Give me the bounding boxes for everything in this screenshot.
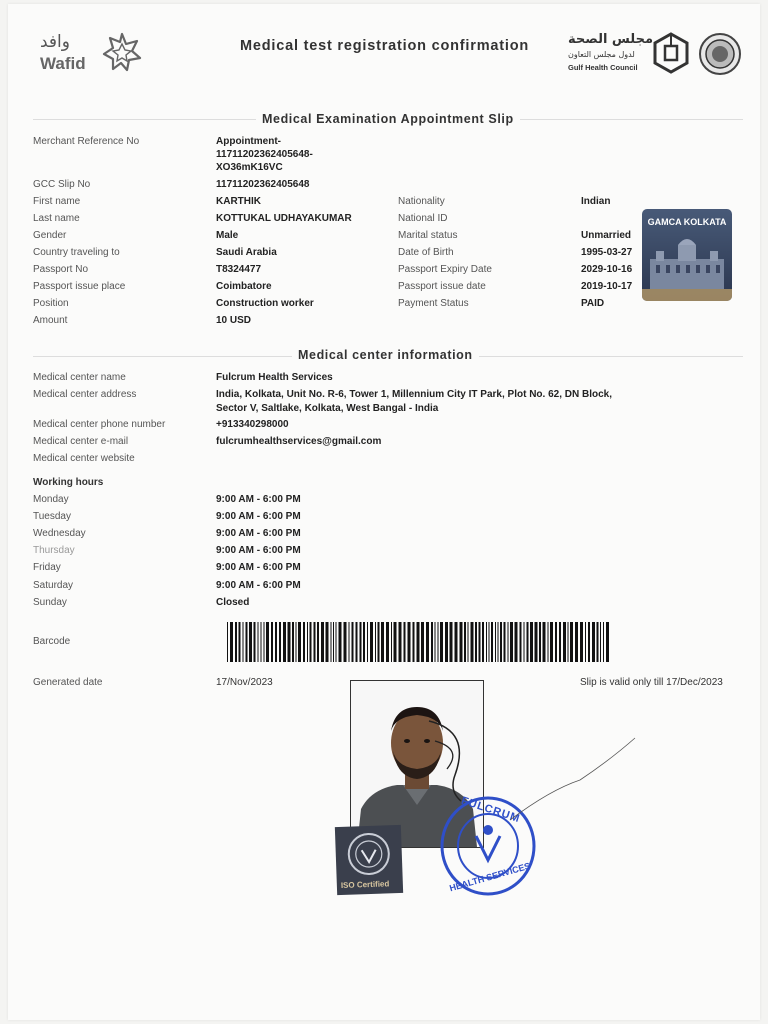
barcode-bar [261, 622, 262, 662]
hours-day-wednesday: Wednesday [33, 528, 86, 539]
barcode-bar [349, 622, 350, 662]
barcode-bar [249, 622, 252, 662]
building-icon [642, 231, 732, 301]
barcode-bar [254, 622, 256, 662]
barcode-bar [489, 622, 490, 662]
payment-status-label: Payment Status [398, 298, 469, 309]
barcode-bar [482, 622, 484, 662]
barcode-bar [570, 622, 573, 662]
generated-date-label: Generated date [33, 677, 103, 688]
passport-no-label: Passport No [33, 264, 89, 275]
barcode-bar [321, 622, 324, 662]
barcode-bar [352, 622, 354, 662]
hours-time-sunday: Closed [216, 597, 250, 608]
medical-center-section-title: Medical center information [292, 348, 479, 362]
hours-day-friday: Friday [33, 562, 61, 573]
barcode-bar [303, 622, 305, 662]
barcode-bar [580, 622, 583, 662]
center-name-value: Fulcrum Health Services [216, 372, 333, 383]
passport-expiry-value: 2029-10-16 [581, 264, 633, 275]
wafid-star-icon [102, 32, 142, 72]
working-hours-label: Working hours [33, 477, 104, 488]
amount-label: Amount [33, 315, 68, 326]
national-id-label: National ID [398, 213, 448, 224]
barcode-bar [344, 622, 347, 662]
signature-stroke [470, 720, 670, 840]
hours-day-thursday: Thursday [33, 545, 75, 556]
barcode-bar [246, 622, 248, 662]
first-name-value: KARTHIK [216, 196, 261, 207]
passport-place-value: Coimbatore [216, 281, 272, 292]
barcode-bar [394, 622, 397, 662]
center-email-value: fulcrumhealthservices@gmail.com [216, 436, 382, 447]
position-label: Position [33, 298, 69, 309]
barcode-bar [413, 622, 415, 662]
center-address-line-2: Sector V, Saltlake, Kolkata, West Bangal - India [216, 403, 439, 414]
gcc-slip-label: GCC Slip No [33, 179, 91, 190]
barcode-bar [317, 622, 319, 662]
gcc-emblem-icon [698, 32, 742, 76]
wafid-latin-text: Wafid [40, 54, 86, 73]
nationality-label: Nationality [398, 196, 445, 207]
iso-certified-text: ISO Certified [340, 879, 390, 890]
barcode-bar [326, 622, 329, 662]
dob-label: Date of Birth [398, 247, 454, 258]
barcode-bar [310, 622, 312, 662]
last-name-label: Last name [33, 213, 80, 224]
barcode-bar [283, 622, 286, 662]
barcode-bar [479, 622, 481, 662]
barcode-bar [603, 622, 604, 662]
barcode-bar [258, 622, 259, 662]
barcode-bar [266, 622, 269, 662]
gamca-badge-title: GAMCA KOLKATA [647, 217, 727, 227]
hours-time-saturday: 9:00 AM - 6:00 PM [216, 580, 301, 591]
barcode-bar [360, 622, 362, 662]
gulf-health-council-logo [564, 30, 744, 80]
gender-label: Gender [33, 230, 67, 241]
country-value: Saudi Arabia [216, 247, 277, 258]
barcode [227, 622, 609, 662]
center-phone-label: Medical center phone number [33, 419, 166, 430]
barcode-bar [279, 622, 281, 662]
barcode-bar [307, 622, 308, 662]
passport-no-value: T8324477 [216, 264, 262, 275]
barcode-bar [504, 622, 506, 662]
barcode-bar [363, 622, 365, 662]
marital-status-value: Unmarried [581, 230, 632, 241]
wafid-logo [30, 30, 145, 78]
hours-time-wednesday: 9:00 AM - 6:00 PM [216, 528, 301, 539]
barcode-bar [475, 622, 477, 662]
passport-issue-date-label: Passport issue date [398, 281, 486, 292]
ghc-arabic-line1: مجلس الصحة [568, 32, 654, 47]
barcode-bar [391, 622, 392, 662]
barcode-bar [404, 622, 406, 662]
barcode-bar [288, 622, 291, 662]
barcode-bar [435, 622, 436, 662]
generated-date-value: 17/Nov/2023 [216, 677, 273, 688]
barcode-bar [239, 622, 241, 662]
barcode-bar [550, 622, 553, 662]
round-stamp-bottom-text: HEALTH SERVICES [448, 860, 532, 894]
gender-value: Male [216, 230, 239, 241]
barcode-bar [356, 622, 358, 662]
round-stamp-top-text: FULCRUM [459, 794, 522, 826]
barcode-bar [417, 622, 420, 662]
country-label: Country traveling to [33, 247, 120, 258]
barcode-bar [455, 622, 458, 662]
barcode-bar [510, 622, 513, 662]
barcode-bar [575, 622, 578, 662]
hours-time-thursday: 9:00 AM - 6:00 PM [216, 545, 301, 556]
passport-expiry-label: Passport Expiry Date [398, 264, 492, 275]
barcode-bar [568, 622, 569, 662]
barcode-bar [399, 622, 402, 662]
barcode-bar [431, 622, 433, 662]
barcode-bar [243, 622, 244, 662]
hours-day-saturday: Saturday [33, 580, 74, 591]
barcode-bar [235, 622, 237, 662]
barcode-bar [331, 622, 332, 662]
barcode-bar [543, 622, 546, 662]
barcode-bar [530, 622, 533, 662]
passport-place-label: Passport issue place [33, 281, 126, 292]
hours-time-friday: 9:00 AM - 6:00 PM [216, 562, 301, 573]
center-name-label: Medical center name [33, 372, 126, 383]
amount-value: 10 USD [216, 315, 252, 326]
barcode-bar [445, 622, 448, 662]
payment-status-value: PAID [581, 298, 605, 309]
center-email-label: Medical center e-mail [33, 436, 129, 447]
barcode-bar [588, 622, 590, 662]
barcode-bar [520, 622, 522, 662]
barcode-bar [275, 622, 277, 662]
barcode-bar [500, 622, 502, 662]
hours-day-sunday: Sunday [33, 597, 67, 608]
barcode-bar [486, 622, 487, 662]
dob-value: 1995-03-27 [581, 247, 633, 258]
gcc-slip-value: 11711202362405648 [216, 179, 310, 190]
barcode-bar [498, 622, 499, 662]
barcode-bar [548, 622, 549, 662]
marital-status-label: Marital status [398, 230, 458, 241]
barcode-bar [367, 622, 368, 662]
hours-day-tuesday: Tuesday [33, 511, 71, 522]
barcode-bar [440, 622, 443, 662]
merchant-ref-label: Merchant Reference No [33, 136, 140, 147]
barcode-bar [227, 622, 228, 662]
position-value: Construction worker [216, 298, 314, 309]
barcode-bar [468, 622, 469, 662]
iso-stamp-emblem-icon [335, 825, 403, 881]
center-phone-value: +913340298000 [216, 419, 289, 430]
ghc-arabic-line2: لدول مجلس التعاون [568, 50, 635, 59]
barcode-bar [386, 622, 389, 662]
iso-certified-stamp [335, 825, 403, 895]
barcode-bar [491, 622, 493, 662]
center-address-line-1: India, Kolkata, Unit No. R-6, Tower 1, Millennium City IT Park, Plot No. 62, DN Block, [216, 389, 612, 400]
barcode-bar [515, 622, 518, 662]
hours-time-tuesday: 9:00 AM - 6:00 PM [216, 511, 301, 522]
hours-day-monday: Monday [33, 494, 69, 505]
nationality-value: Indian [581, 196, 611, 207]
barcode-bar [524, 622, 525, 662]
passport-issue-date-value: 2019-10-17 [581, 281, 633, 292]
barcode-bar [378, 622, 380, 662]
merchant-ref-line-1: Appointment- [216, 136, 281, 147]
barcode-bar [464, 622, 466, 662]
barcode-bar [370, 622, 373, 662]
barcode-bar [597, 622, 599, 662]
hours-time-monday: 9:00 AM - 6:00 PM [216, 494, 301, 505]
barcode-bar [333, 622, 334, 662]
valid-until-note: Slip is valid only till 17/Dec/2023 [580, 677, 723, 688]
barcode-bar [450, 622, 453, 662]
center-address-label: Medical center address [33, 389, 137, 400]
barcode-bar [271, 622, 273, 662]
merchant-ref-line-2: 11711202362405648- [216, 149, 313, 160]
barcode-bar [585, 622, 586, 662]
barcode-bar [600, 622, 601, 662]
barcode-label: Barcode [33, 636, 71, 647]
barcode-bar [264, 622, 265, 662]
barcode-bar [336, 622, 337, 662]
barcode-bar [539, 622, 541, 662]
barcode-bar [375, 622, 376, 662]
barcode-bar [527, 622, 529, 662]
last-name-value: KOTTUKAL UDHAYAKUMAR [216, 213, 352, 224]
barcode-bar [292, 622, 294, 662]
barcode-bar [230, 622, 233, 662]
ghc-hexagon-icon [648, 30, 694, 76]
barcode-bar [296, 622, 297, 662]
barcode-bar [314, 622, 316, 662]
barcode-bar [592, 622, 595, 662]
barcode-bar [438, 622, 439, 662]
page-title: Medical test registration confirmation [240, 38, 530, 54]
first-name-label: First name [33, 196, 81, 207]
barcode-bar [381, 622, 384, 662]
barcode-bar [339, 622, 342, 662]
barcode-bar [535, 622, 538, 662]
barcode-bar [495, 622, 496, 662]
ghc-english-text: Gulf Health Council [568, 63, 638, 72]
barcode-bar [555, 622, 557, 662]
barcode-bar [421, 622, 424, 662]
barcode-bar [559, 622, 561, 662]
barcode-bar [460, 622, 463, 662]
appointment-section-title: Medical Examination Appointment Slip [256, 112, 520, 126]
barcode-bar [298, 622, 301, 662]
center-website-label: Medical center website [33, 453, 135, 464]
barcode-bar [606, 622, 609, 662]
barcode-bar [471, 622, 474, 662]
barcode-bar [426, 622, 429, 662]
wafid-arabic-text: وافد [40, 32, 70, 52]
barcode-bar [508, 622, 509, 662]
barcode-bar [563, 622, 566, 662]
gamca-kolkata-badge [642, 209, 732, 301]
barcode-bar [408, 622, 411, 662]
merchant-ref-line-3: XO36mK16VC [216, 162, 283, 173]
